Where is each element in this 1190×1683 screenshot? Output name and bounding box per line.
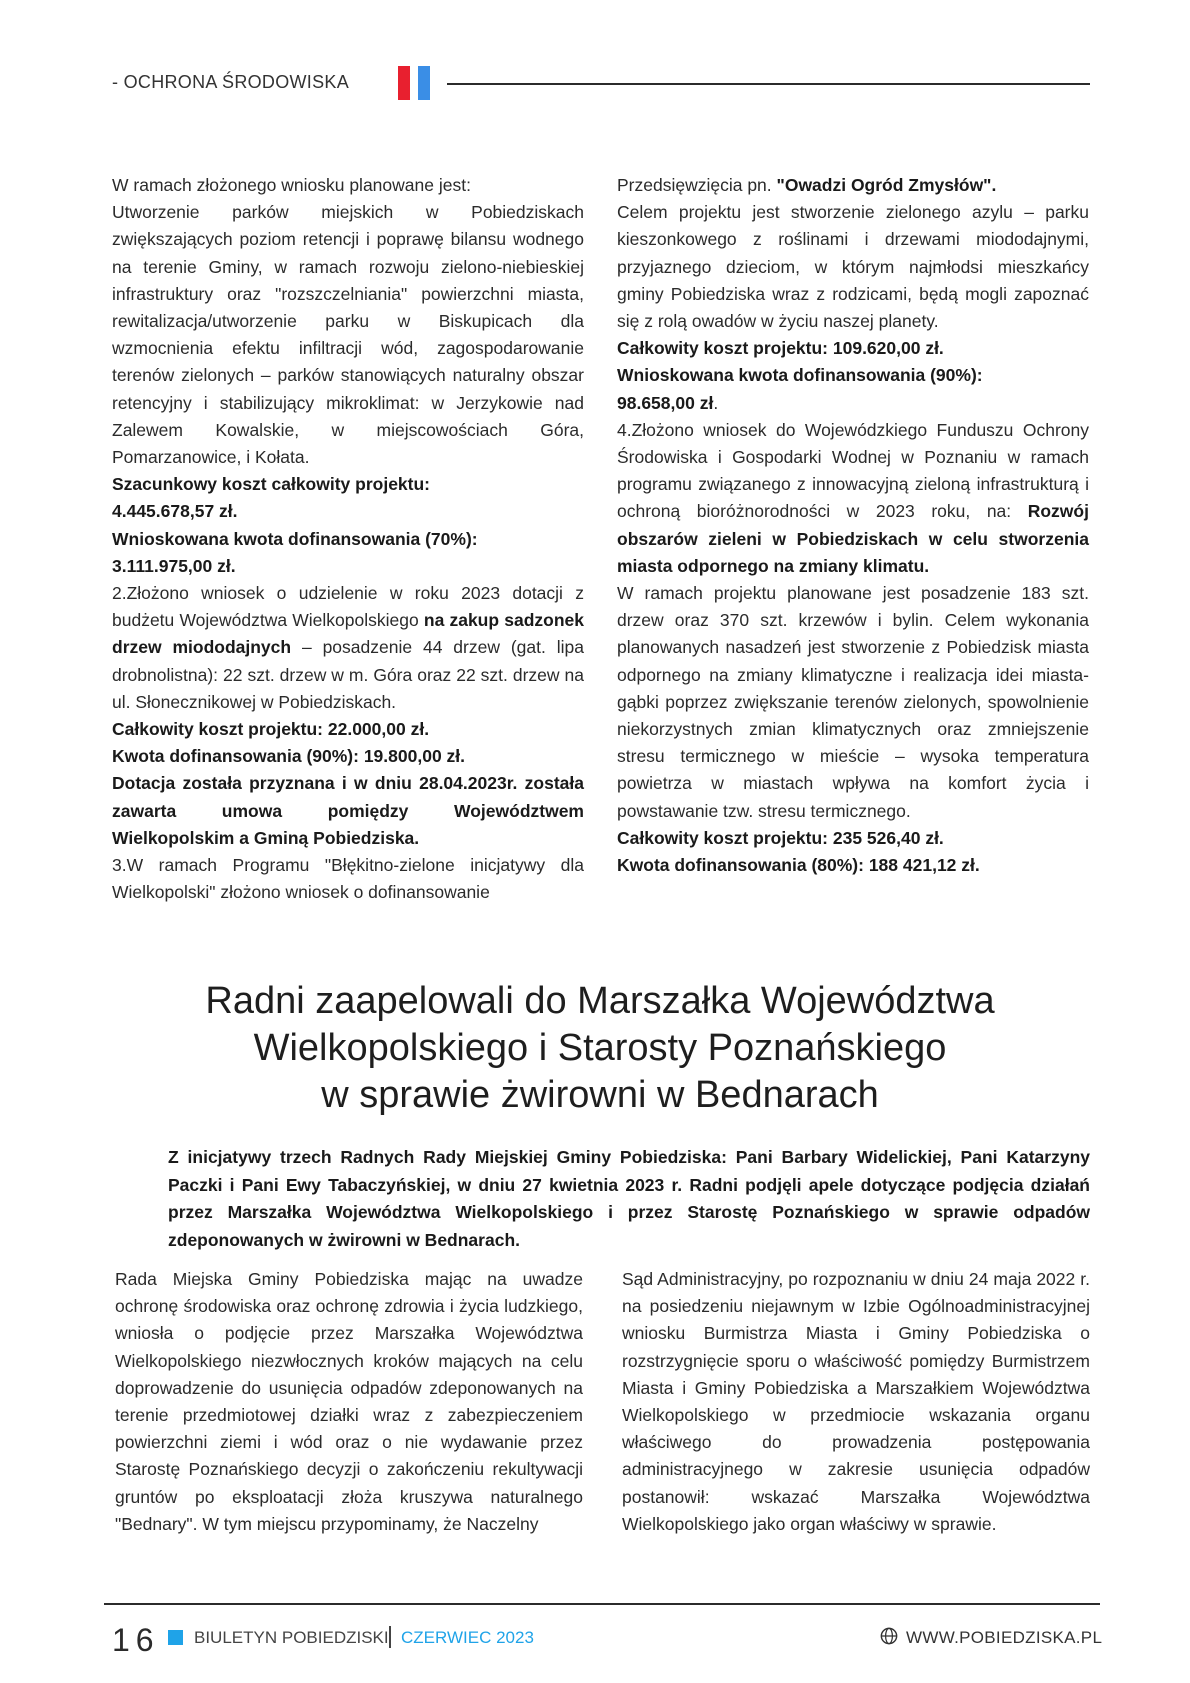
paragraph: Celem projektu jest stworzenie zielonego azylu – parku kieszonkowego z roślinami i drzewami miododajnymi, przyjaznego dzieciom, w którym najmłodsi mieszkańcy gminy Pobiedziska wraz z rodzicami, będą mogli zapoznać się z rolą owadów w życiu naszej planety.	[617, 202, 1089, 332]
cost-value: 4.445.678,57 zł.	[112, 501, 238, 522]
globe-icon	[880, 1627, 898, 1645]
paragraph: 4.Złożono wniosek do Wojewódzkiego Funduszu Ochrony Środowiska i Gospodarki Wodnej w Poznaniu w ramach programu związanego z innowacyjną zieloną infrastrukturą i ochroną bioróżnorodności w 2023 roku, na: Rozwój obszarów zieleni w Pobiedziskach w celu stworzenia miasta odpornego na zmiany klimatu.	[617, 419, 1089, 576]
footer-separator	[389, 1626, 391, 1648]
funding-line: Kwota dofinansowania (90%): 19.800,00 zł.	[112, 746, 466, 767]
article-title-line: Wielkopolskiego i Starosty Poznańskiego	[253, 1027, 947, 1069]
cost-label: Szacunkowy koszt całkowity projektu:	[112, 474, 430, 495]
footer-square-icon	[168, 1630, 183, 1645]
paragraph: 3.W ramach Programu "Błękitno-zielone inicjatywy dla Wielkopolski" złożono wniosek o dofinansowanie	[112, 855, 584, 903]
cost-line: Całkowity koszt projektu: 22.000,00 zł.	[112, 719, 430, 740]
funding-value: 3.111.975,00 zł.	[112, 555, 236, 576]
cost-line: Całkowity koszt projektu: 235 526,40 zł.	[617, 827, 944, 848]
publication-name: BIULETYN POBIEDZISKI	[194, 1628, 389, 1647]
header-rule	[447, 83, 1090, 85]
paragraph: W ramach złożonego wniosku planowane jest:	[112, 175, 471, 195]
page-number: 16	[112, 1622, 160, 1658]
funding-label: Wnioskowana kwota dofinansowania (90%):	[617, 365, 983, 386]
article-title	[140, 978, 1060, 1119]
issue-month: CZERWIEC 2023	[401, 1628, 534, 1647]
grant-note: Dotacja została przyznana i w dniu 28.04.2023r. została zawarta umowa pomiędzy Województwem Wielkopolskim a Gminą Pobiedziska.	[112, 773, 584, 848]
paragraph: W ramach projektu planowane jest posadzenie 183 szt. drzew oraz 370 szt. krzewów i bylin. Celem wykonania planowanych nasadzeń jest stworzenie z Pobiedzisk miasta odpornego na zmiany klimatyczne i realizacja idei miasta-gąbki poprzez zwiększanie terenów zielonych, spowolnienie niekorzystnych zmian klimatycznych oraz zmniejszenie stresu termicznego w mieście – wysoka temperatura powietrza w miastach wpływa na komfort życia i powstawanie tzw. stresu termicznego.	[617, 583, 1089, 821]
paragraph: Przedsięwzięcia pn. "Owadzi Ogród Zmysłów".	[617, 175, 997, 195]
text-column-right	[617, 172, 1089, 879]
paragraph: 2.Złożono wniosek o udzielenie w roku 2023 dotacji z budżetu Województwa Wielkopolskiego na zakup sadzonek drzew miododajnych – posadzenie 44 drzew (gat. lipa drobnolistna): 22 szt. drzew w m. Góra oraz 22 szt. drzew na ul. Słonecznikowej w Pobiedziskach.	[112, 583, 584, 712]
accent-bar-blue	[418, 66, 430, 100]
funding-label: Wnioskowana kwota dofinansowania (70%):	[112, 528, 478, 549]
section-title: - OCHRONA ŚRODOWISKA	[112, 72, 350, 92]
article-column-left: Rada Miejska Gminy Pobiedziska mając na uwadze ochronę środowiska oraz ochronę zdrowia i życia ludzkiego, wniosła o podjęcie przez Marszałka Województwa Wielkopolskiego niezwłocznych kroków mających na celu doprowadzenie do usunięcia odpadów zdeponowanych na terenie przedmiotowej działki wraz z zabezpieczeniem powierzchni ziemi i wód oraz o nie wydawanie przez Starostę Poznańskiego decyzji o zakończeniu rekultywacji gruntów po eksploatacji złoża kruszywa naturalnego "Bednary". W tym miejscu przypominamy, że Naczelny	[115, 1269, 583, 1534]
article-lead: Z inicjatywy trzech Radnych Rady Miejskiej Gminy Pobiedziska: Pani Barbary Widelickiej, Pani Katarzyny Paczki i Pani Ewy Tabaczyńskiej, w dniu 27 kwietnia 2023 r. Radni podjęli apele dotyczące podjęcia działań przez Marszałka Województwa Wielkopolskiego i przez Starostę Poznańskiego w sprawie odpadów zdeponowanych w żwirowni w Bednarach.	[168, 1147, 1090, 1250]
text-column-left	[112, 172, 584, 906]
accent-bar-red	[398, 66, 410, 100]
footer-rule	[104, 1603, 1100, 1605]
website-link[interactable]: WWW.POBIEDZISKA.PL	[906, 1628, 1103, 1647]
funding-value: 98.658,00 zł.	[617, 392, 719, 413]
article-title-line: Radni zaapelowali do Marszałka Województwa	[205, 980, 995, 1022]
cost-line: Całkowity koszt projektu: 109.620,00 zł.	[617, 338, 944, 359]
article-column-right: Sąd Administracyjny, po rozpoznaniu w dniu 24 maja 2022 r. na posiedzeniu niejawnym w Izbie Ogólnoadministracyjnej wniosku Burmistrza Miasta i Gminy Pobiedziska o rozstrzygnięcie sporu o właściwość pomiędzy Burmistrzem Miasta i Gminy Pobiedziska a Marszałkiem Województwa Wielkopolskiego w przedmiocie wskazania organu właściwego do prowadzenia postępowania administracyjnego w zakresie usunięcia odpadów postanowił: wskazać Marszałka Województwa Wielkopolskiego jako organ właściwy w sprawie.	[622, 1269, 1090, 1534]
article-title-line: w sprawie żwirowni w Bednarach	[321, 1074, 879, 1116]
funding-line: Kwota dofinansowania (80%): 188 421,12 zł.	[617, 855, 980, 876]
paragraph: Utworzenie parków miejskich w Pobiedziskach zwiększających poziom retencji i poprawę bilansu wodnego na terenie Gminy, w ramach rozwoju zielono-niebieskiej infrastruktury oraz "rozszczelniania" powierzchni miasta, rewitalizacja/utworzenie parku w Biskupicach dla wzmocnienia efektu infiltracji wód, zagospodarowanie terenów zielonych – parków stanowiących naturalny obszar retencyjny i stabilizujący mikroklimat: w Jerzykowie nad Zalewem Kowalskie, w miejscowościach Góra, Pomarzanowice, i Kołata.	[112, 202, 584, 468]
